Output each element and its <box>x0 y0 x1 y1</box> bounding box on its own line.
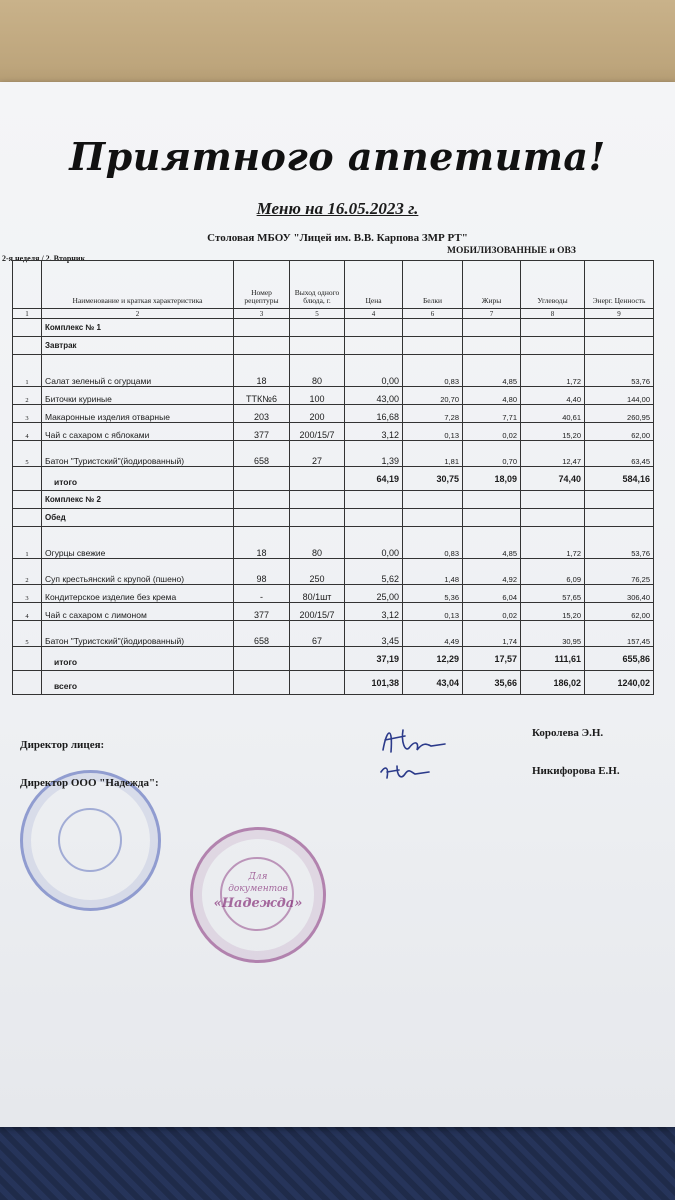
dish-price: 3,45 <box>345 621 403 647</box>
header-number <box>13 261 42 309</box>
total-row <box>13 647 654 671</box>
row-number: 3 <box>13 585 42 603</box>
diet-category: МОБИЛИЗОВАННЫЕ и ОВЗ <box>447 246 576 256</box>
dish-protein: 1,81 <box>403 441 463 467</box>
row-number: 2 <box>13 559 42 585</box>
grand-total-row <box>13 671 654 695</box>
meal-breakfast: Завтрак <box>42 337 234 355</box>
header-protein: Белки <box>403 261 463 309</box>
recipe-number: 98 <box>234 559 290 585</box>
dish-carbs: 15,20 <box>521 603 585 621</box>
dish-name: Суп крестьянский с крупой (пшено) <box>42 559 234 585</box>
header-carbs: Углеводы <box>521 261 585 309</box>
dish-energy: 62,00 <box>585 603 654 621</box>
complex-2-title: Комплекс № 2 <box>42 491 234 509</box>
header-fat: Жиры <box>463 261 521 309</box>
dish-name: Огурцы свежие <box>42 527 234 559</box>
dish-price: 25,00 <box>345 585 403 603</box>
total-fat: 17,57 <box>463 647 521 671</box>
dish-name: Макаронные изделия отварные <box>42 405 234 423</box>
signature-lyceum <box>383 730 445 752</box>
row-number: 5 <box>13 441 42 467</box>
dish-output: 250 <box>290 559 345 585</box>
dish-energy: 76,25 <box>585 559 654 585</box>
total-energy: 584,16 <box>585 467 654 491</box>
stamp-line-1: Для <box>248 872 268 882</box>
dish-name: Батон "Туристский"(йодированный) <box>42 621 234 647</box>
dish-protein: 0,83 <box>403 355 463 387</box>
menu-date: Меню на 16.05.2023 г. <box>256 199 419 218</box>
grand-total-label: всего <box>42 671 234 695</box>
menu-table <box>12 260 654 695</box>
row-number: 5 <box>13 621 42 647</box>
total-energy: 655,86 <box>585 647 654 671</box>
recipe-number: 18 <box>234 355 290 387</box>
table-row <box>13 441 654 467</box>
grand-total-protein: 43,04 <box>403 671 463 695</box>
dish-price: 0,00 <box>345 355 403 387</box>
dish-output: 100 <box>290 387 345 405</box>
dish-output: 27 <box>290 441 345 467</box>
dish-output: 80 <box>290 527 345 559</box>
dish-energy: 144,00 <box>585 387 654 405</box>
dish-protein: 1,48 <box>403 559 463 585</box>
column-number: 8 <box>521 309 585 319</box>
dish-price: 3,12 <box>345 603 403 621</box>
table-row <box>13 559 654 585</box>
dish-protein: 0,83 <box>403 527 463 559</box>
dish-energy: 53,76 <box>585 527 654 559</box>
grand-total-carbs: 186,02 <box>521 671 585 695</box>
dish-carbs: 1,72 <box>521 355 585 387</box>
row-number: 3 <box>13 405 42 423</box>
table-row <box>13 423 654 441</box>
stamp-line-2: документов <box>228 884 288 894</box>
dish-carbs: 40,61 <box>521 405 585 423</box>
lyceum-seal <box>20 770 161 911</box>
recipe-number: - <box>234 585 290 603</box>
complex-title-row <box>13 319 654 337</box>
complex-1-title: Комплекс № 1 <box>42 319 234 337</box>
table-header <box>13 261 654 309</box>
dish-fat: 4,92 <box>463 559 521 585</box>
row-number: 1 <box>13 527 42 559</box>
meal-title-row <box>13 337 654 355</box>
row-number: 4 <box>13 603 42 621</box>
seal-emblem <box>58 808 122 872</box>
dish-price: 3,12 <box>345 423 403 441</box>
dish-fat: 1,74 <box>463 621 521 647</box>
dish-price: 43,00 <box>345 387 403 405</box>
header-energy: Энерг. Ценность <box>585 261 654 309</box>
total-carbs: 111,61 <box>521 647 585 671</box>
header-name: Наименование и краткая характеристика <box>42 261 234 309</box>
dish-output: 67 <box>290 621 345 647</box>
dish-output: 80/1шт <box>290 585 345 603</box>
stamp-line-3: «Надежда» <box>213 896 303 911</box>
dish-carbs: 12,47 <box>521 441 585 467</box>
canteen-name: Столовая МБОУ "Лицей им. В.В. Карпова ЗМР РТ" <box>207 232 468 244</box>
page-title: Приятного аппетита! <box>69 134 606 179</box>
column-number-row <box>13 309 654 319</box>
dish-energy: 63,45 <box>585 441 654 467</box>
total-protein: 12,29 <box>403 647 463 671</box>
header-recipe: Номер рецептуры <box>234 261 290 309</box>
recipe-number: 377 <box>234 603 290 621</box>
dish-output: 200 <box>290 405 345 423</box>
signature-company <box>381 766 429 778</box>
dish-name: Батон "Туристский"(йодированный) <box>42 441 234 467</box>
stamp-inner-ring <box>220 857 294 931</box>
dish-fat: 4,85 <box>463 527 521 559</box>
total-carbs: 74,40 <box>521 467 585 491</box>
row-number: 2 <box>13 387 42 405</box>
dish-output: 200/15/7 <box>290 423 345 441</box>
dish-name: Салат зеленый с огурцами <box>42 355 234 387</box>
dish-price: 1,39 <box>345 441 403 467</box>
header-output: Выход одного блюда, г. <box>290 261 345 309</box>
grand-total-price: 101,38 <box>345 671 403 695</box>
menu-sheet <box>0 82 675 1127</box>
dish-protein: 20,70 <box>403 387 463 405</box>
dish-energy: 157,45 <box>585 621 654 647</box>
dish-energy: 53,76 <box>585 355 654 387</box>
table-row <box>13 603 654 621</box>
meal-lunch: Обед <box>42 509 234 527</box>
total-row <box>13 467 654 491</box>
dish-fat: 0,02 <box>463 423 521 441</box>
total-fat: 18,09 <box>463 467 521 491</box>
column-number: 6 <box>403 309 463 319</box>
dish-name: Чай с сахаром с яблоками <box>42 423 234 441</box>
week-day: 2-я неделя / 2. Вторник <box>2 254 86 263</box>
dish-output: 200/15/7 <box>290 603 345 621</box>
meal-title-row <box>13 509 654 527</box>
dish-protein: 7,28 <box>403 405 463 423</box>
dish-protein: 4,49 <box>403 621 463 647</box>
dish-carbs: 1,72 <box>521 527 585 559</box>
column-number: 5 <box>290 309 345 319</box>
dish-name: Биточки куриные <box>42 387 234 405</box>
dish-output: 80 <box>290 355 345 387</box>
dish-carbs: 15,20 <box>521 423 585 441</box>
table-row <box>13 405 654 423</box>
dish-fat: 4,85 <box>463 355 521 387</box>
total-protein: 30,75 <box>403 467 463 491</box>
table-row <box>13 585 654 603</box>
complex-title-row <box>13 491 654 509</box>
dish-fat: 4,80 <box>463 387 521 405</box>
dish-fat: 6,04 <box>463 585 521 603</box>
recipe-number: 658 <box>234 621 290 647</box>
dish-carbs: 6,09 <box>521 559 585 585</box>
director-company-label: Директор ООО "Надежда": <box>20 777 159 789</box>
dish-protein: 0,13 <box>403 603 463 621</box>
header-price: Цена <box>345 261 403 309</box>
dish-fat: 0,02 <box>463 603 521 621</box>
table-row <box>13 387 654 405</box>
total-price: 37,19 <box>345 647 403 671</box>
row-number: 4 <box>13 423 42 441</box>
dish-protein: 0,13 <box>403 423 463 441</box>
total-label: итого <box>42 647 234 671</box>
table-row <box>13 621 654 647</box>
recipe-number: 658 <box>234 441 290 467</box>
company-stamp <box>190 827 326 963</box>
dish-price: 5,62 <box>345 559 403 585</box>
dish-energy: 306,40 <box>585 585 654 603</box>
dish-name: Кондитерское изделие без крема <box>42 585 234 603</box>
director-lyceum-name: Королева Э.Н. <box>532 727 604 739</box>
director-company-name: Никифорова Е.Н. <box>532 765 620 777</box>
recipe-number: 18 <box>234 527 290 559</box>
recipe-number: ТТК№6 <box>234 387 290 405</box>
dish-price: 16,68 <box>345 405 403 423</box>
dish-fat: 7,71 <box>463 405 521 423</box>
dish-name: Чай с сахаром с лимоном <box>42 603 234 621</box>
recipe-number: 377 <box>234 423 290 441</box>
director-lyceum-label: Директор лицея: <box>20 739 105 751</box>
handwritten-signatures <box>375 722 465 802</box>
row-number: 1 <box>13 355 42 387</box>
dish-energy: 62,00 <box>585 423 654 441</box>
recipe-number: 203 <box>234 405 290 423</box>
grand-total-fat: 35,66 <box>463 671 521 695</box>
column-number: 7 <box>463 309 521 319</box>
dish-energy: 260,95 <box>585 405 654 423</box>
dish-fat: 0,70 <box>463 441 521 467</box>
table-row <box>13 527 654 559</box>
table-row <box>13 355 654 387</box>
dish-protein: 5,36 <box>403 585 463 603</box>
column-number: 4 <box>345 309 403 319</box>
column-number: 9 <box>585 309 654 319</box>
dish-price: 0,00 <box>345 527 403 559</box>
column-number: 2 <box>42 309 234 319</box>
total-label: итого <box>42 467 234 491</box>
column-number: 3 <box>234 309 290 319</box>
column-number: 1 <box>13 309 42 319</box>
grand-total-energy: 1240,02 <box>585 671 654 695</box>
total-price: 64,19 <box>345 467 403 491</box>
dish-carbs: 57,65 <box>521 585 585 603</box>
dish-carbs: 30,95 <box>521 621 585 647</box>
dish-carbs: 4,40 <box>521 387 585 405</box>
